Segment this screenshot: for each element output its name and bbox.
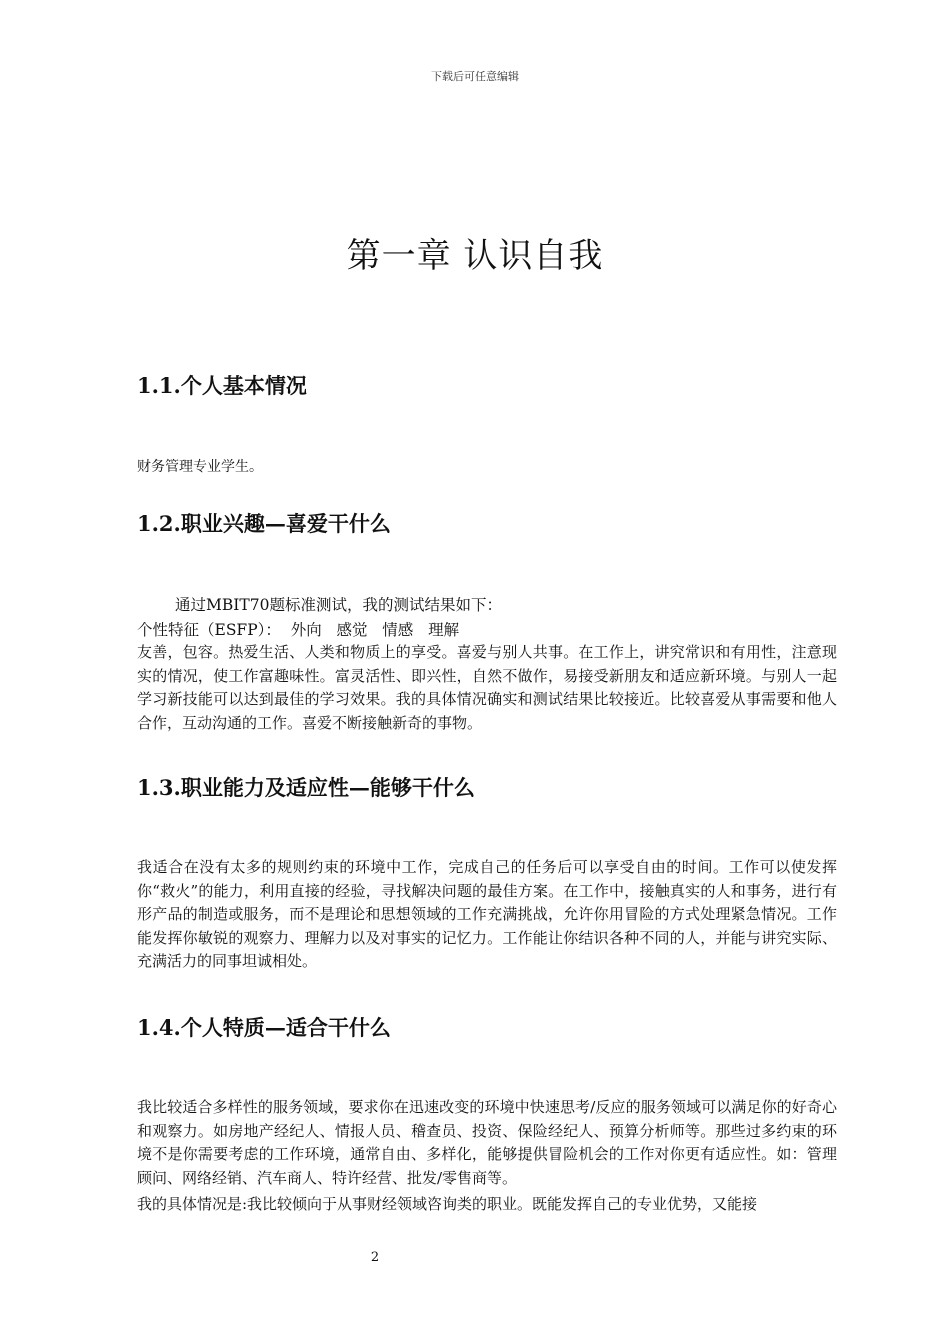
- test-intro-line: 通过MBIT70题标准测试，我的测试结果如下：: [175, 596, 502, 614]
- section-heading-1-1: 1.1.个人基本情况: [137, 373, 307, 398]
- section-body-1-2: 友善，包容。热爱生活、人类和物质上的享受。喜爱与别人共事。在工作上，讲究常识和有用性，注意现实的情况，使工作富趣味性。富灵活性、即兴性，自然不做作，易接受新朋友和适应新环境。与别人一起学习新技能可以达到最佳的学习效果。我的具体情况确实和测试结果比较接近。比较喜爱从事需要和他人合作，互动沟通的工作。喜爱不断接触新奇的事物。: [137, 643, 837, 732]
- section-body-1-4: 我比较适合多样性的服务领域，要求你在迅速改变的环境中快速思考/反应的服务领域可以满足你的好奇心和观察力。如房地产经纪人、情报人员、稽查员、投资、保险经纪人、预算分析师等。那些过多约束的环境不是你需要考虑的工作环境，通常自由、多样化，能够提供冒险机会的工作对你更有适应性。如：管理顾问、网络经销、汽车商人、特许经营、批发/零售商等。: [137, 1098, 837, 1187]
- section-body-1-3: 我适合在没有太多的规则约束的环境中工作，完成自己的任务后可以享受自由的时间。工作可以使发挥你“救火”的能力，利用直接的经验，寻找解决问题的最佳方案。在工作中，接触真实的人和事务，进行有形产品的制造或服务，而不是理论和思想领域的工作充满挑战，允许你用冒险的方式处理紧急情况。工作能发挥你敏锐的观察力、理解力以及对事实的记忆力。工作能让你结识各种不同的人，并能与讲究实际、充满活力的同事坦诚相处。: [137, 858, 837, 970]
- personality-traits-line: 个性特征（ESFP）： 外向 感觉 情感 理解: [137, 621, 460, 639]
- section-body-1-1: 财务管理专业学生。: [137, 459, 263, 475]
- section-heading-1-4: 1.4.个人特质—适合干什么: [137, 1015, 391, 1040]
- section-body-1-4-continued: 我的具体情况是:我比较倾向于从事财经领域咨询类的职业。既能发挥自己的专业优势，又能接: [137, 1195, 758, 1213]
- section-heading-1-3: 1.3.职业能力及适应性—能够干什么: [137, 775, 475, 800]
- page-number: 2: [370, 1250, 380, 1265]
- chapter-title: 第一章 认识自我: [346, 236, 604, 276]
- section-heading-1-2: 1.2.职业兴趣—喜爱干什么: [137, 511, 391, 536]
- page-header-note: 下载后可任意编辑: [431, 70, 519, 83]
